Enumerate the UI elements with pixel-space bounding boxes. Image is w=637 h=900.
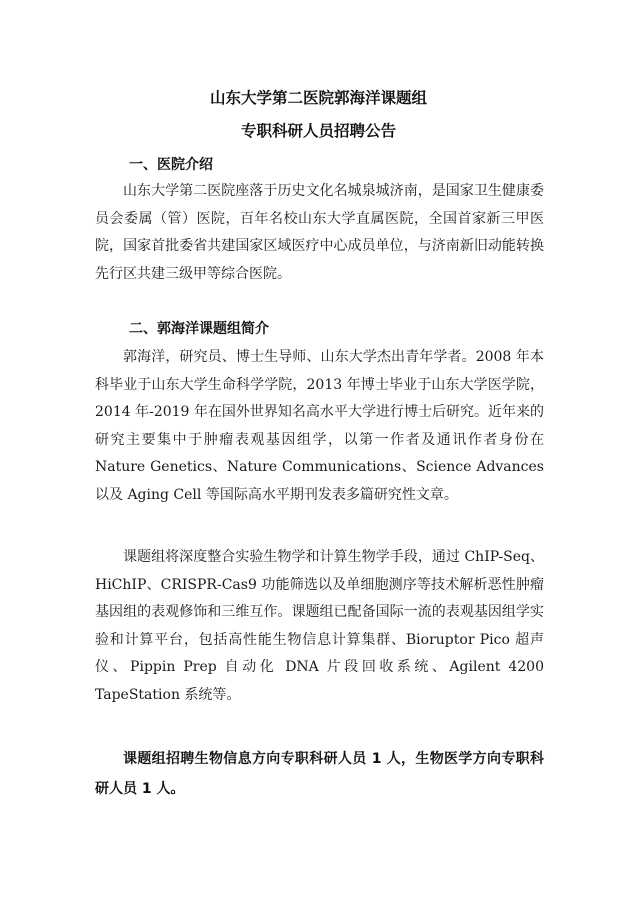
document-title-line2: 专职科研人员招聘公告 (240, 122, 396, 140)
paragraph-group-leader: 郭海洋，研究员、博士生导师、山东大学杰出青年学者。2008 年本科毕业于山东大学生命科学学院，2013 年博士毕业于山东大学医学院，2014 年-2019 年在国外世界知名高水平大学进行博士后研究。近年来的研究主要集中于肿瘤表观基因组学，以第一作者及通讯作者身份在 Nature Genetics、Nature Communications、Science Advances 以及 Aging Cell 等国际高水平期刊发表多篇研究性文章。 (95, 349, 544, 503)
section-heading-hospital-intro: 一、医院介绍 (129, 157, 213, 173)
recruitment-statement: 课题组招聘生物信息方向专职科研人员 1 人，生物医学方向专职科研人员 1 人。 (95, 751, 544, 797)
paragraph-group-research: 课题组将深度整合实验生物学和计算生物学手段，通过 ChIP-Seq、HiChIP、CRISPR-Cas9 功能筛选以及单细胞测序等技术解析恶性肿瘤基因组的表观修饰和三维互作。课题组已配备国际一流的表观基因组学实验和计算平台，包括高性能生物信息计算集群、Bioruptor Pico 超声仪、Pippin Prep 自动化 DNA 片段回收系统、Agilent 4200 TapeStation 系统等。 (95, 549, 544, 703)
paragraph-hospital-intro: 山东大学第二医院座落于历史文化名城泉城济南，是国家卫生健康委员会委属（管）医院，百年名校山东大学直属医院，全国首家新三甲医院，国家首批委省共建国家区域医疗中心成员单位，与济南新旧动能转换先行区共建三级甲等综合医院。 (95, 183, 544, 282)
document-title-line1: 山东大学第二医院郭海洋课题组 (209, 89, 427, 107)
section-heading-group-intro: 二、郭海洋课题组简介 (129, 321, 269, 337)
